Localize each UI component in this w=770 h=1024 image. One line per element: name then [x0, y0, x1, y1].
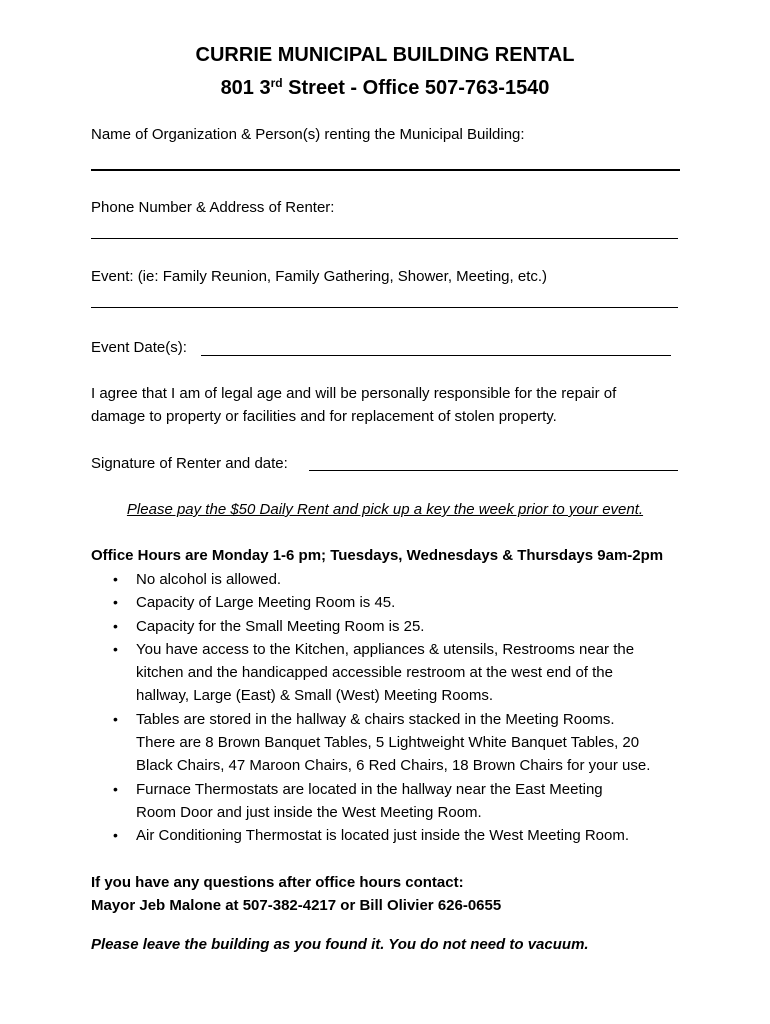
- organization-label: Name of Organization & Person(s) renting the Municipal Building:: [91, 126, 525, 143]
- bullet-icon: •: [113, 827, 118, 844]
- bullet-icon: •: [113, 571, 118, 587]
- rule-line: There are 8 Brown Banquet Tables, 5 Lightweight White Banquet Tables, 20: [136, 734, 640, 752]
- rule-line: Air Conditioning Thermostat is located just inside the West Meeting Room.: [136, 827, 630, 845]
- office-address: [0, 76, 770, 100]
- address-ordinal: rd: [270, 76, 283, 90]
- rule-item: [91, 591, 691, 614]
- rule-line: hallway, Large (East) & Small (West) Meeting Rooms.: [136, 687, 494, 705]
- payment-note: Please pay the $50 Daily Rent and pick up a key the week prior to your event.: [126, 501, 644, 518]
- event-field[interactable]: [91, 307, 678, 308]
- rule-line: Capacity for the Small Meeting Room is 25.: [136, 617, 425, 635]
- rule-item: [91, 638, 691, 708]
- bullet-icon: •: [113, 617, 118, 634]
- address-rest: Street - Office 507-763-1540: [282, 77, 550, 99]
- event-dates-label: Event Date(s):: [91, 339, 187, 356]
- phone-address-field[interactable]: [91, 238, 678, 239]
- signature-label: Signature of Renter and date:: [91, 455, 288, 472]
- rule-line: Furnace Thermostats are located in the hallway near the East Meeting: [136, 780, 603, 798]
- rules-list: [91, 568, 691, 848]
- rule-line: No alcohol is allowed.: [136, 571, 282, 588]
- closing-note: Please leave the building as you found it. You do not need to vacuum.: [91, 936, 589, 953]
- event-dates-field[interactable]: [201, 355, 671, 356]
- rule-item: [91, 824, 691, 847]
- organization-field[interactable]: [91, 169, 680, 171]
- office-hours: Office Hours are Monday 1-6 pm; Tuesdays, Wednesdays & Thursdays 9am-2pm: [91, 547, 664, 564]
- contact-intro: If you have any questions after office hours contact:: [91, 874, 464, 891]
- rule-line: You have access to the Kitchen, appliances & utensils, Restrooms near the: [136, 640, 635, 658]
- address-prefix: 801 3: [220, 77, 271, 99]
- rule-item: [91, 615, 691, 638]
- page-title: CURRIE MUNICIPAL BUILDING RENTAL: [195, 44, 575, 66]
- agreement-line-2: damage to property or facilities and for replacement of stolen property.: [91, 408, 557, 425]
- rule-item: [91, 778, 691, 825]
- event-label: Event: (ie: Family Reunion, Family Gathering, Shower, Meeting, etc.): [91, 268, 548, 285]
- agreement-line-1: I agree that I am of legal age and will be personally responsible for the repair of: [91, 385, 617, 402]
- rule-line: Tables are stored in the hallway & chairs stacked in the Meeting Rooms.: [136, 710, 615, 728]
- rule-line: Black Chairs, 47 Maroon Chairs, 6 Red Chairs, 18 Brown Chairs for your use.: [136, 757, 651, 775]
- rule-line: kitchen and the handicapped accessible restroom at the west end of the: [136, 664, 613, 682]
- phone-address-label: Phone Number & Address of Renter:: [91, 199, 335, 216]
- signature-field[interactable]: [309, 470, 678, 471]
- bullet-icon: •: [113, 780, 118, 797]
- bullet-icon: •: [113, 710, 118, 727]
- rule-line: Room Door and just inside the West Meeting Room.: [136, 803, 482, 821]
- bullet-icon: •: [113, 594, 118, 611]
- rule-item: [91, 708, 691, 778]
- rule-item: [91, 568, 691, 591]
- contact-names: Mayor Jeb Malone at 507-382-4217 or Bill Olivier 626-0655: [91, 897, 502, 914]
- bullet-icon: •: [113, 640, 118, 657]
- rule-line: Capacity of Large Meeting Room is 45.: [136, 594, 396, 612]
